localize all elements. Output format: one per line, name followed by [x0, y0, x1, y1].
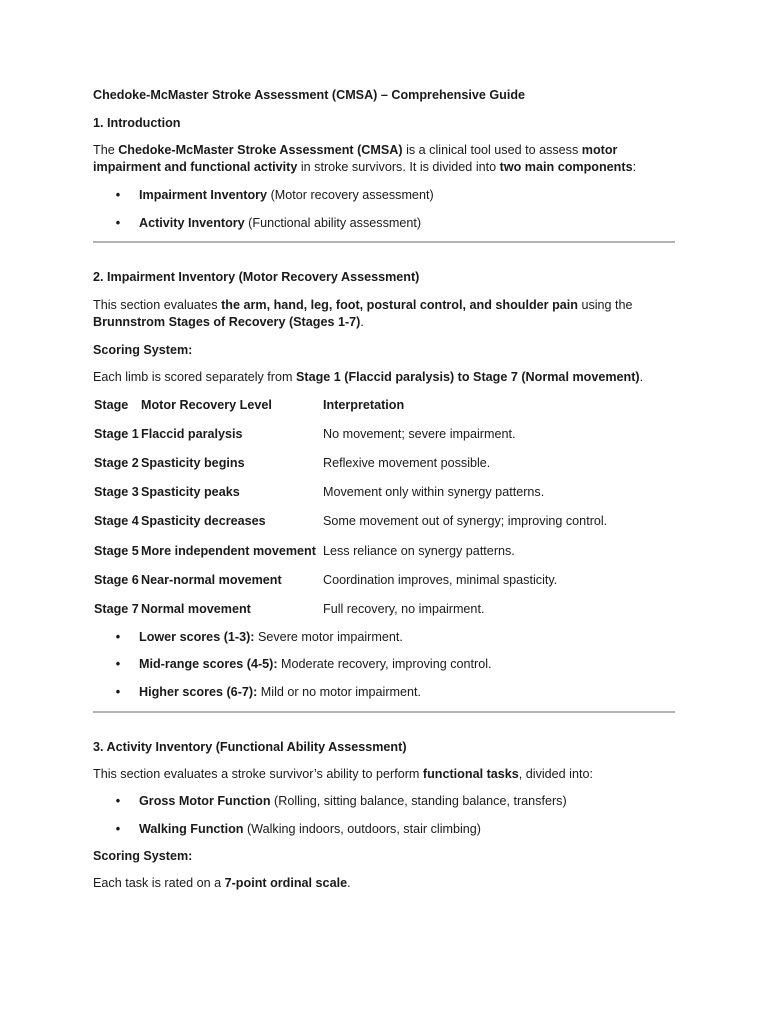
- table-cell: Spasticity begins: [141, 456, 245, 470]
- bullet-icon: •: [115, 216, 121, 230]
- bullet-icon: •: [115, 657, 121, 671]
- list-item: Impairment Inventory (Motor recovery assessment): [139, 188, 434, 202]
- bullet-icon: •: [115, 822, 121, 836]
- bullet-icon: •: [115, 685, 121, 699]
- table-cell: Movement only within synergy patterns.: [323, 485, 545, 499]
- scoring-system-label: Scoring System:: [93, 343, 193, 357]
- table-cell: Stage 7: [94, 602, 139, 616]
- table-cell: Spasticity peaks: [141, 485, 240, 499]
- list-item: Lower scores (1-3): Severe motor impairment.: [139, 630, 403, 644]
- table-cell: Stage 1: [94, 427, 139, 441]
- table-cell: Coordination improves, minimal spasticity.: [323, 573, 558, 587]
- list-item: Walking Function (Walking indoors, outdoors, stair climbing): [139, 822, 481, 836]
- table-cell: Stage 3: [94, 485, 139, 499]
- table-cell: No movement; severe impairment.: [323, 427, 516, 441]
- bullet-icon: •: [115, 794, 121, 808]
- scoring-paragraph: Each limb is scored separately from Stage 1 (Flaccid paralysis) to Stage 7 (Normal movement).: [93, 370, 644, 384]
- list-item: Mid-range scores (4-5): Moderate recovery, improving control.: [139, 657, 492, 671]
- horizontal-rule: [93, 241, 675, 243]
- table-cell: Some movement out of synergy; improving control.: [323, 514, 608, 528]
- table-cell: Normal movement: [141, 602, 251, 616]
- table-cell: Stage 5: [94, 544, 139, 558]
- scoring-system-label: Scoring System:: [93, 849, 193, 863]
- list-item: Gross Motor Function (Rolling, sitting balance, standing balance, transfers): [139, 794, 567, 808]
- table-cell: Stage 6: [94, 573, 139, 587]
- section-3-heading: 3. Activity Inventory (Functional Ability Assessment): [93, 740, 407, 754]
- section-1-heading: 1. Introduction: [93, 116, 181, 130]
- section-1-paragraph: The Chedoke-McMaster Stroke Assessment (CMSA) is a clinical tool used to assess motor impairment and functional activity in stroke survivors. It is divided into two main components:: [93, 143, 637, 174]
- table-cell: Less reliance on synergy patterns.: [323, 544, 515, 558]
- table-header-cell: Motor Recovery Level: [141, 398, 272, 412]
- list-item: Activity Inventory (Functional ability assessment): [139, 216, 422, 230]
- section-2-heading: 2. Impairment Inventory (Motor Recovery Assessment): [93, 270, 420, 284]
- section-3-paragraph: This section evaluates a stroke survivor’s ability to perform functional tasks, divided into:: [93, 767, 593, 781]
- table-cell: Stage 2: [94, 456, 139, 470]
- horizontal-rule: [93, 711, 675, 713]
- scoring-paragraph: Each task is rated on a 7-point ordinal scale.: [93, 876, 351, 890]
- list-item: Higher scores (6-7): Mild or no motor impairment.: [139, 685, 422, 699]
- table-cell: Flaccid paralysis: [141, 427, 243, 441]
- table-cell: Full recovery, no impairment.: [323, 602, 485, 616]
- table-cell: Spasticity decreases: [141, 514, 266, 528]
- table-cell: More independent movement: [141, 544, 316, 558]
- table-cell: Near-normal movement: [141, 573, 282, 587]
- table-cell: Stage 4: [94, 514, 139, 528]
- section-2-paragraph: This section evaluates the arm, hand, leg, foot, postural control, and shoulder pain using the Brunnstrom Stages of Recovery (Stages 1-7).: [93, 298, 633, 329]
- bullet-icon: •: [115, 630, 121, 644]
- table-header-cell: Stage: [94, 398, 129, 412]
- document-title: Chedoke-McMaster Stroke Assessment (CMSA) – Comprehensive Guide: [93, 88, 526, 102]
- table-header-cell: Interpretation: [323, 398, 405, 412]
- table-cell: Reflexive movement possible.: [323, 456, 491, 470]
- bullet-icon: •: [115, 188, 121, 202]
